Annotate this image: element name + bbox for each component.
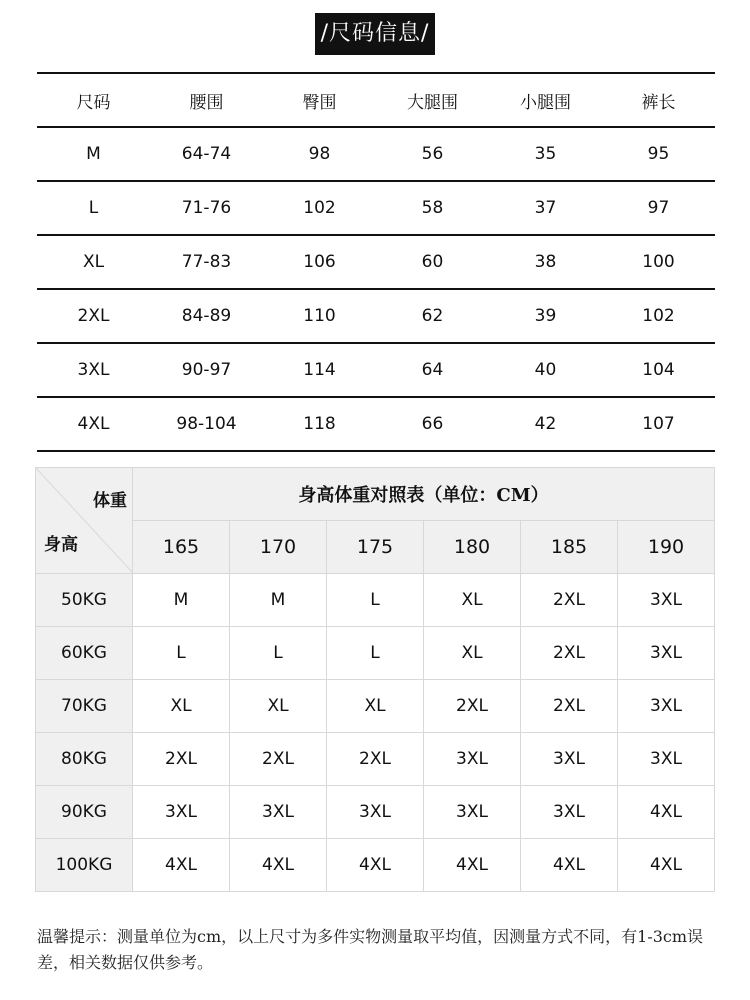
size-table-cell: 114 [263, 343, 376, 397]
size-table-cell: 95 [602, 127, 715, 181]
size-recommendation-cell: 3XL [618, 574, 715, 627]
size-table-cell: L [37, 181, 150, 235]
size-header-cell: 大腿围 [376, 73, 489, 127]
hw-corner-cell [36, 468, 133, 574]
size-table-row [37, 289, 715, 343]
size-table-body [37, 73, 715, 451]
size-recommendation-cell: 4XL [618, 786, 715, 839]
size-table-cell: 4XL [37, 397, 150, 451]
corner-height-label: 身高 [44, 535, 78, 555]
size-recommendation-cell: XL [327, 680, 424, 733]
size-table-cell: 102 [602, 289, 715, 343]
size-recommendation-cell: 2XL [424, 680, 521, 733]
size-table-cell: 107 [602, 397, 715, 451]
hw-subtitle-row [36, 468, 715, 521]
height-cell: 190 [618, 521, 715, 574]
size-table-row [37, 181, 715, 235]
size-table-cell: 40 [489, 343, 602, 397]
size-table-cell: 35 [489, 127, 602, 181]
size-recommendation-cell: 2XL [521, 574, 618, 627]
hw-height-row [36, 521, 715, 574]
size-table-cell: 39 [489, 289, 602, 343]
hw-table-row [36, 680, 715, 733]
size-recommendation-cell: 3XL [521, 786, 618, 839]
size-table-cell: 62 [376, 289, 489, 343]
size-table-header-row [37, 73, 715, 127]
size-table-cell: 58 [376, 181, 489, 235]
title-wrap [0, 13, 750, 55]
size-table-cell: 104 [602, 343, 715, 397]
hw-table-row [36, 574, 715, 627]
corner-inner [36, 468, 133, 573]
size-recommendation-cell: 3XL [521, 733, 618, 786]
size-table-cell: 3XL [37, 343, 150, 397]
size-header-cell: 腰围 [150, 73, 263, 127]
size-table-row [37, 343, 715, 397]
size-recommendation-cell: 4XL [327, 839, 424, 892]
size-header-cell: 臀围 [263, 73, 376, 127]
corner-weight-label: 体重 [93, 491, 127, 511]
size-recommendation-cell: XL [133, 680, 230, 733]
size-recommendation-cell: 2XL [521, 680, 618, 733]
height-cell: 180 [424, 521, 521, 574]
height-cell: 175 [327, 521, 424, 574]
size-table-cell: 98 [263, 127, 376, 181]
height-cell: 170 [230, 521, 327, 574]
size-recommendation-cell: 4XL [521, 839, 618, 892]
size-recommendation-cell: 2XL [230, 733, 327, 786]
weight-cell: 50KG [36, 574, 133, 627]
size-recommendation-cell: 3XL [230, 786, 327, 839]
size-table-cell: 38 [489, 235, 602, 289]
size-table-cell: 84-89 [150, 289, 263, 343]
size-table-cell: 90-97 [150, 343, 263, 397]
size-recommendation-cell: M [133, 574, 230, 627]
hw-table-body [36, 468, 715, 892]
weight-cell: 100KG [36, 839, 133, 892]
size-table-cell: 102 [263, 181, 376, 235]
size-recommendation-cell: M [230, 574, 327, 627]
size-table-row [37, 127, 715, 181]
size-header-cell: 小腿围 [489, 73, 602, 127]
size-table-cell: 106 [263, 235, 376, 289]
height-weight-table [35, 467, 715, 892]
size-recommendation-cell: 2XL [133, 733, 230, 786]
height-cell: 185 [521, 521, 618, 574]
size-table-cell: 42 [489, 397, 602, 451]
hw-subtitle: 身高体重对照表（单位：CM） [133, 468, 715, 521]
weight-cell: 70KG [36, 680, 133, 733]
size-recommendation-cell: 3XL [327, 786, 424, 839]
size-recommendation-cell: L [230, 627, 327, 680]
size-table-cell: 60 [376, 235, 489, 289]
hw-table-row [36, 627, 715, 680]
height-cell: 165 [133, 521, 230, 574]
size-table-cell: 110 [263, 289, 376, 343]
size-table-cell: 71-76 [150, 181, 263, 235]
size-recommendation-cell: 2XL [521, 627, 618, 680]
weight-cell: 90KG [36, 786, 133, 839]
size-table-cell: 64-74 [150, 127, 263, 181]
size-table-cell: 2XL [37, 289, 150, 343]
size-recommendation-cell: XL [424, 627, 521, 680]
size-recommendation-cell: XL [230, 680, 327, 733]
size-recommendation-cell: 4XL [424, 839, 521, 892]
size-table-cell: 118 [263, 397, 376, 451]
size-recommendation-cell: 3XL [133, 786, 230, 839]
weight-cell: 60KG [36, 627, 133, 680]
size-table-cell: XL [37, 235, 150, 289]
weight-cell: 80KG [36, 733, 133, 786]
size-table-row [37, 235, 715, 289]
hw-table-row [36, 733, 715, 786]
size-recommendation-cell: 4XL [618, 839, 715, 892]
size-table-cell: 98-104 [150, 397, 263, 451]
note-text: 温馨提示：测量单位为cm，以上尺寸为多件实物测量取平均值，因测量方式不同，有1-3cm误差，相关数据仅供参考。 [37, 927, 704, 972]
size-table-cell: M [37, 127, 150, 181]
size-recommendation-cell: XL [424, 574, 521, 627]
size-table-cell: 64 [376, 343, 489, 397]
size-recommendation-cell: L [327, 627, 424, 680]
size-recommendation-cell: 3XL [618, 680, 715, 733]
size-recommendation-cell: 3XL [424, 786, 521, 839]
hw-table-row [36, 786, 715, 839]
page-title: /尺码信息/ [315, 13, 436, 55]
size-header-cell: 裤长 [602, 73, 715, 127]
size-recommendation-cell: 2XL [327, 733, 424, 786]
size-recommendation-cell: 4XL [230, 839, 327, 892]
size-recommendation-cell: L [133, 627, 230, 680]
size-recommendation-cell: 4XL [133, 839, 230, 892]
hw-table-row [36, 839, 715, 892]
size-table [37, 72, 715, 452]
size-header-cell: 尺码 [37, 73, 150, 127]
size-table-cell: 77-83 [150, 235, 263, 289]
diagonal-line [36, 468, 133, 573]
size-recommendation-cell: 3XL [618, 627, 715, 680]
size-recommendation-cell: L [327, 574, 424, 627]
size-table-row [37, 397, 715, 451]
size-recommendation-cell: 3XL [424, 733, 521, 786]
size-table-cell: 97 [602, 181, 715, 235]
size-table-cell: 100 [602, 235, 715, 289]
size-table-cell: 37 [489, 181, 602, 235]
size-recommendation-cell: 3XL [618, 733, 715, 786]
size-table-cell: 56 [376, 127, 489, 181]
size-table-cell: 66 [376, 397, 489, 451]
